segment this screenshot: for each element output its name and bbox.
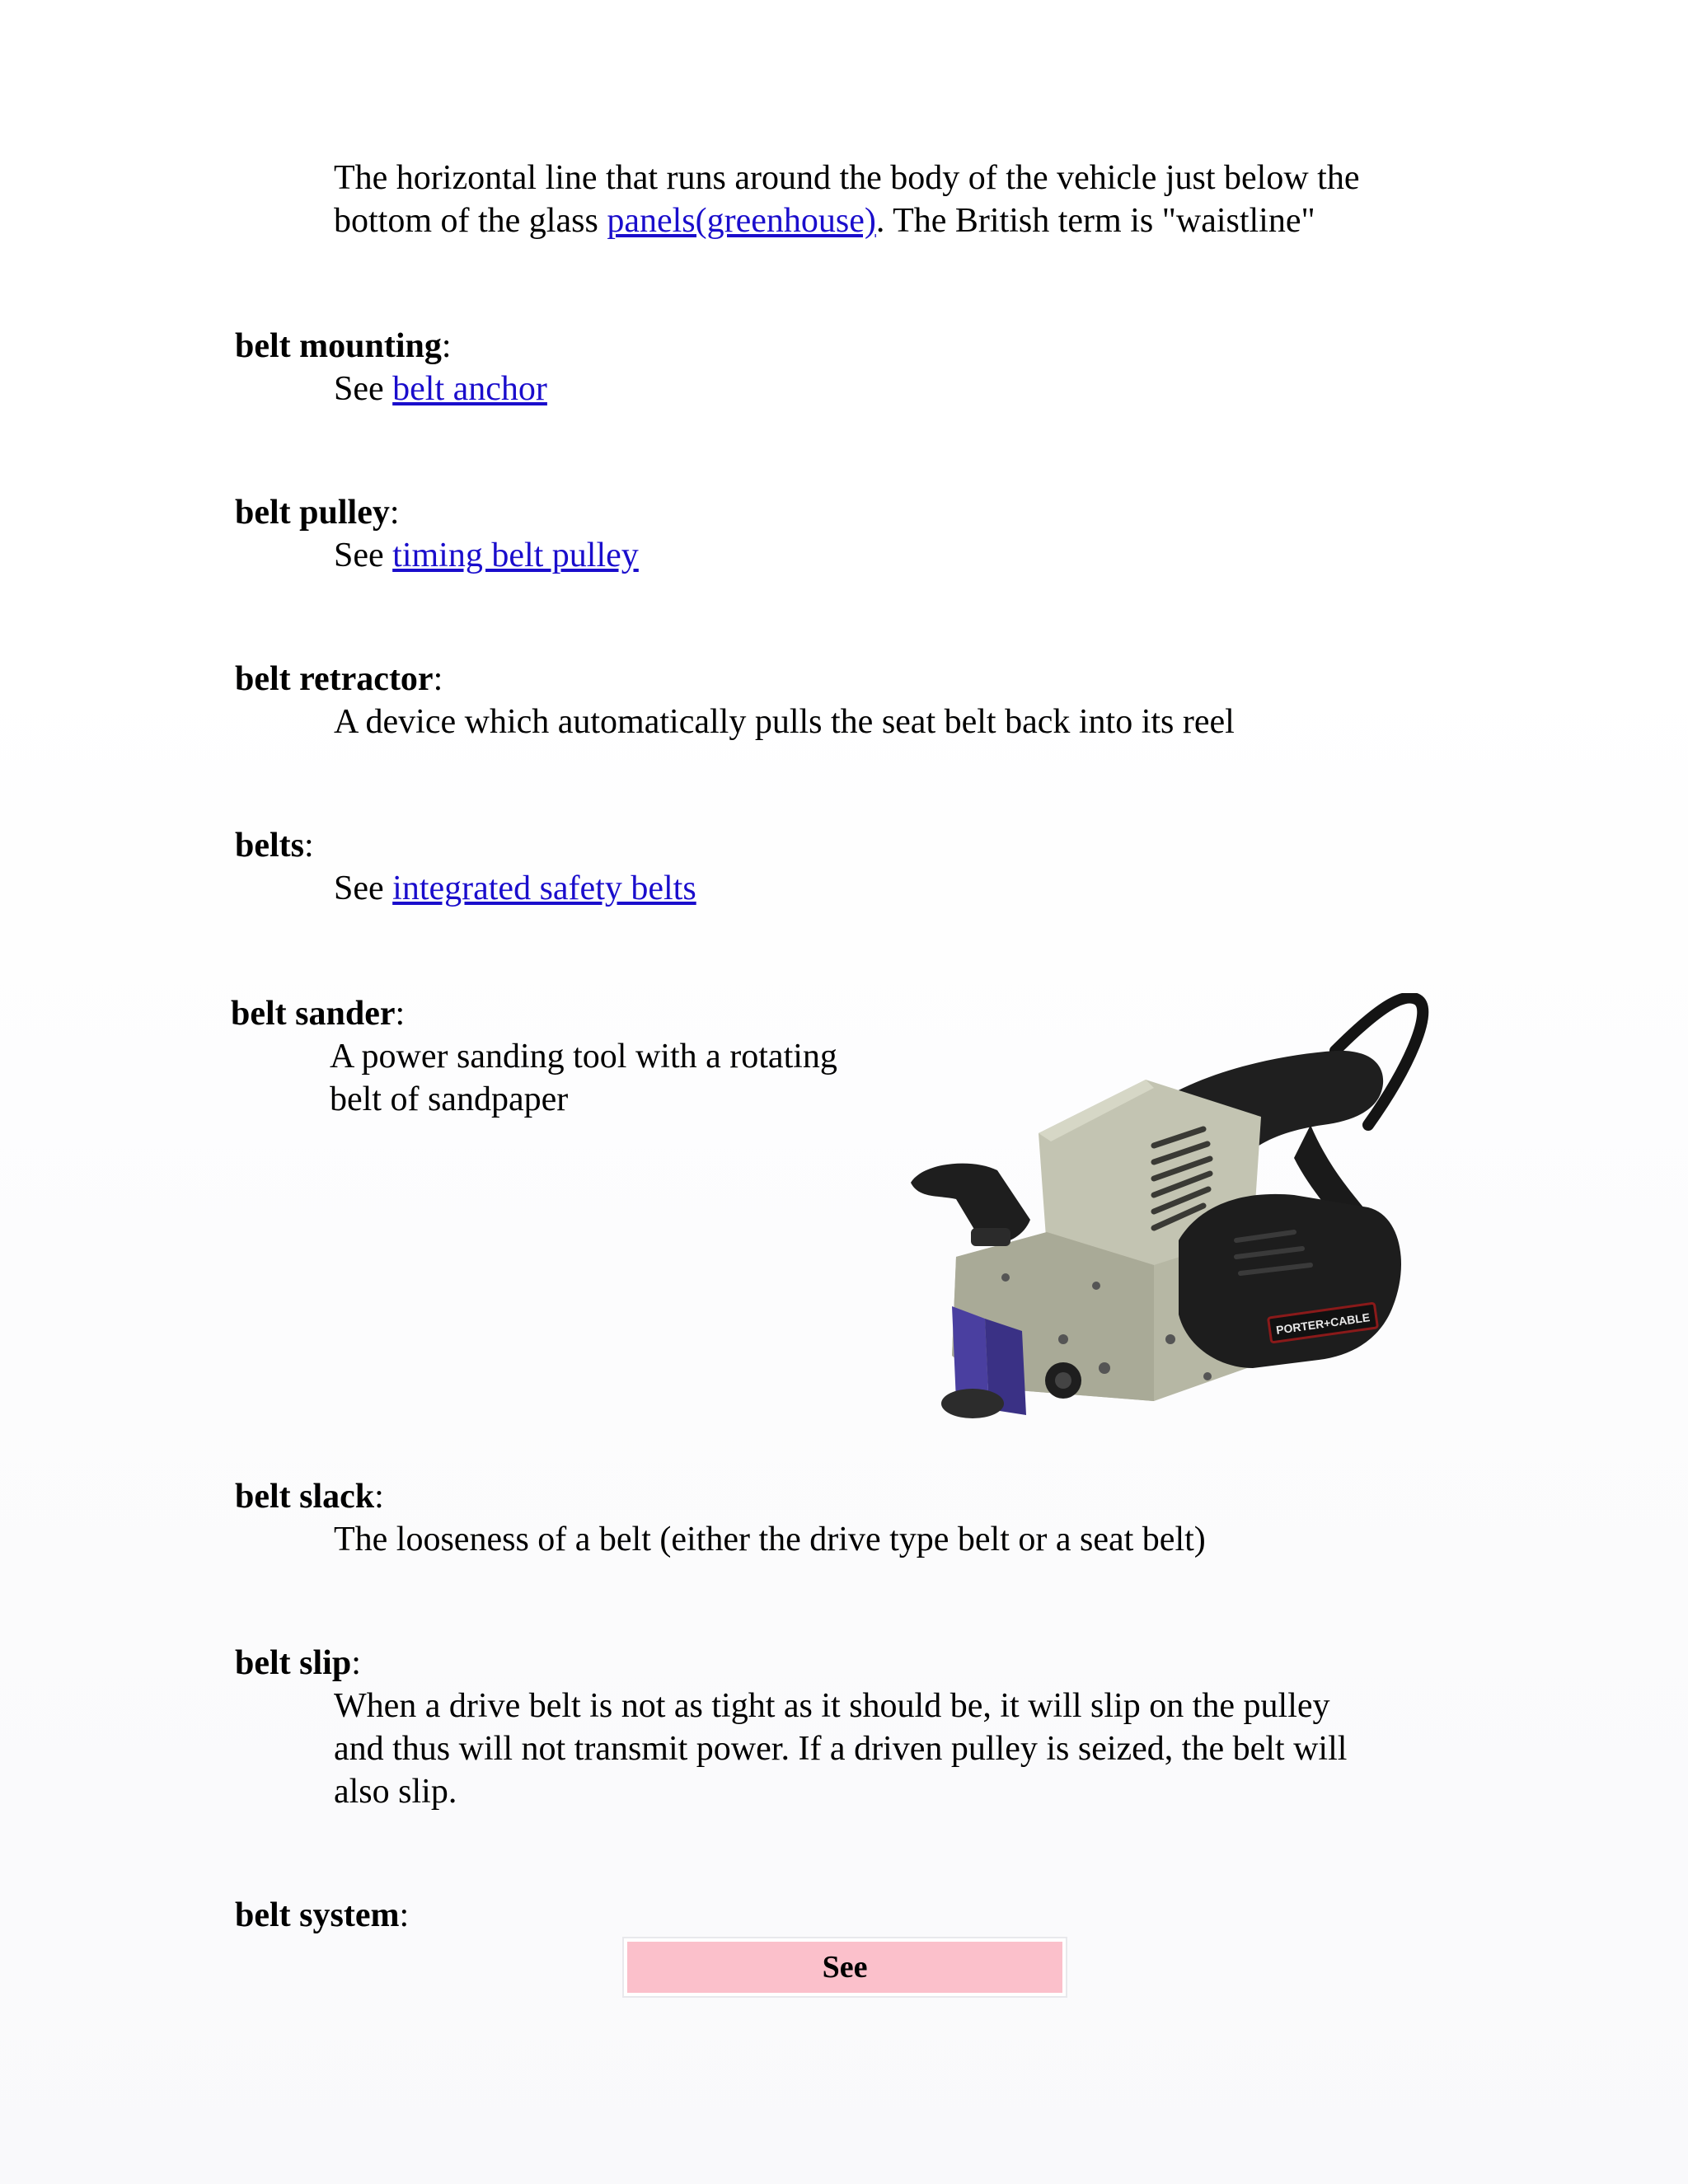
belt-line-definition-line2: bottom of the glass panels(greenhouse). The British term is "waistline" bbox=[334, 202, 1315, 240]
belt-line-definition bbox=[334, 157, 1360, 242]
belt-slip-definition-line1: When a drive belt is not as tight as it should be, it will slip on the pulley bbox=[334, 1687, 1330, 1725]
belt-anchor-link[interactable]: belt anchor bbox=[392, 370, 547, 408]
belt-retractor-definition: A device which automatically pulls the seat belt back into its reel bbox=[334, 703, 1235, 741]
sander-brand-logo: PORTER+CABLE bbox=[1275, 1310, 1372, 1337]
belt-line-definition-line1: The horizontal line that runs around the body of the vehicle just below the bbox=[334, 159, 1360, 197]
belt-sander-definition-line2: belt of sandpaper bbox=[330, 1080, 569, 1118]
integrated-safety-belts-link[interactable]: integrated safety belts bbox=[392, 869, 696, 907]
belt-sander-image bbox=[907, 993, 1451, 1438]
belt-slip-definition-line2: and thus will not transmit power. If a driven pulley is seized, the belt will bbox=[334, 1730, 1348, 1768]
belts-definition: See integrated safety belts bbox=[334, 869, 696, 907]
belt-mounting-definition: See belt anchor bbox=[334, 370, 547, 408]
term-belt-system: belt system: bbox=[235, 1896, 410, 1934]
belt-slip-definition-line3: also slip. bbox=[334, 1773, 457, 1811]
belt-sander-definition bbox=[330, 1035, 837, 1121]
belt-slack-definition: The looseness of a belt (either the drive type belt or a seat belt) bbox=[334, 1521, 1206, 1558]
belt-pulley-definition: See timing belt pulley bbox=[334, 537, 639, 574]
term-belt-retractor: belt retractor: bbox=[235, 660, 443, 698]
belt-sander-definition-line1: A power sanding tool with a rotating bbox=[330, 1038, 837, 1076]
term-belt-mounting: belt mounting: bbox=[235, 327, 452, 365]
belt-system-see-container bbox=[622, 1937, 1067, 1998]
term-belt-pulley: belt pulley: bbox=[235, 494, 400, 532]
belt-slip-definition bbox=[334, 1685, 1347, 1813]
panels-greenhouse-link[interactable]: panels(greenhouse) bbox=[607, 202, 876, 240]
term-belt-sander: belt sander: bbox=[231, 995, 406, 1033]
term-belt-slack: belt slack: bbox=[235, 1478, 384, 1516]
timing-belt-pulley-link[interactable]: timing belt pulley bbox=[392, 537, 639, 574]
see-button[interactable]: See bbox=[627, 1942, 1062, 1993]
term-belts: belts: bbox=[235, 827, 314, 865]
term-belt-slip: belt slip: bbox=[235, 1644, 361, 1682]
